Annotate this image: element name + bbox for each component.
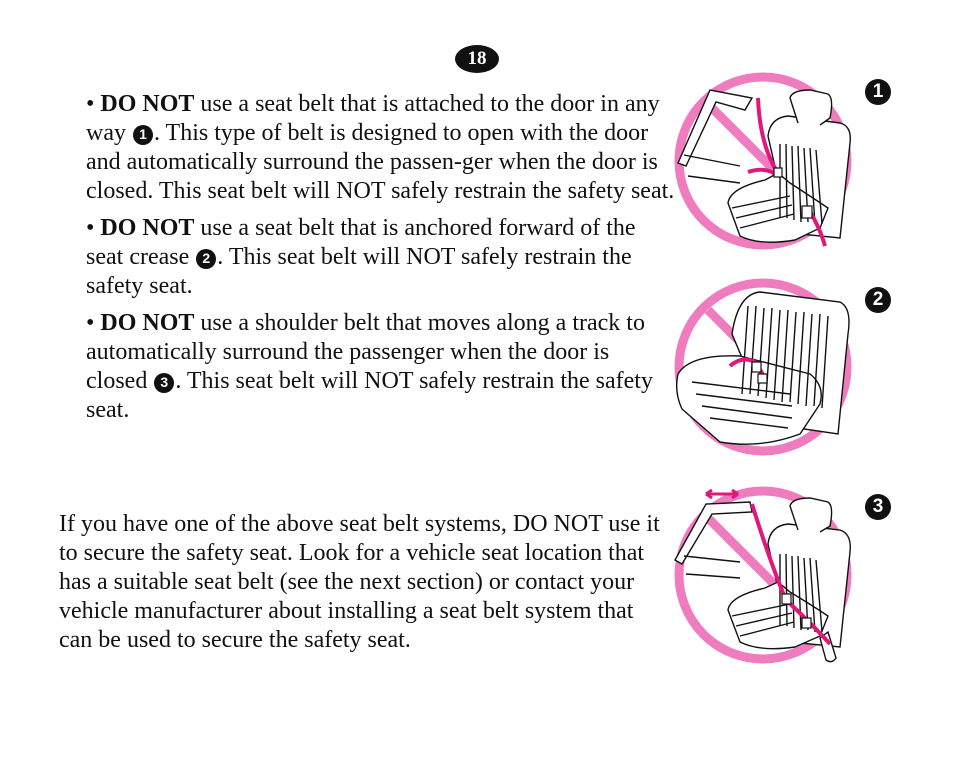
warning-item-door-belt xyxy=(86,90,676,206)
page-number-badge xyxy=(455,45,499,73)
warning-item-forward-anchor xyxy=(86,214,676,301)
warning-text: . This seat belt will NOT safely restrain the safety seat. xyxy=(86,368,653,423)
motorized-track-belt-prohibited-icon xyxy=(670,482,860,672)
warning-text: . This seat belt will NOT safely restrain the safety seat. xyxy=(86,244,632,299)
warning-item-track-belt xyxy=(86,309,676,425)
warning-emphasis: DO NOT xyxy=(100,215,195,241)
figure-door-belt xyxy=(670,68,860,258)
warning-text: use a seat belt that is anchored forward of the seat crease xyxy=(86,215,636,270)
figure-ref-1-icon: 1 xyxy=(133,125,153,145)
bullet-icon: • xyxy=(86,215,95,241)
warning-text: use a seat belt that is attached to the door in any way xyxy=(86,91,660,146)
bullet-icon: • xyxy=(86,310,95,336)
figure-forward-anchor xyxy=(670,274,860,464)
figure-label-2: 2 xyxy=(865,287,891,313)
forward-anchored-belt-prohibited-icon xyxy=(670,274,860,464)
warning-emphasis: DO NOT xyxy=(100,91,195,117)
door-mounted-belt-prohibited-icon xyxy=(670,68,860,258)
closing-paragraph: If you have one of the above seat belt systems, DO NOT use it to secure the safety seat. Look for a vehicle seat location that has a suitable seat belt (see the next section) or contact your vehicle manufacturer about installing a seat belt system that can be used to secure the safety seat. xyxy=(59,511,660,653)
bullet-icon: • xyxy=(86,91,95,117)
figure-label-1: 1 xyxy=(865,79,891,105)
figure-ref-2-icon: 2 xyxy=(196,249,216,269)
figure-ref-3-icon: 3 xyxy=(154,373,174,393)
warning-list xyxy=(86,90,676,433)
warning-text: use a shoulder belt that moves along a track to automatically surround the passenger when the door is closed xyxy=(86,310,645,394)
warning-emphasis: DO NOT xyxy=(100,310,195,336)
figure-label-3: 3 xyxy=(865,494,891,520)
page-number: 18 xyxy=(467,48,487,69)
warning-text: . This type of belt is designed to open with the door and automatically surround the passen-ger when the door is closed. This seat belt will NOT safely restrain the safety seat. xyxy=(86,120,675,204)
figure-track-belt xyxy=(670,482,860,672)
